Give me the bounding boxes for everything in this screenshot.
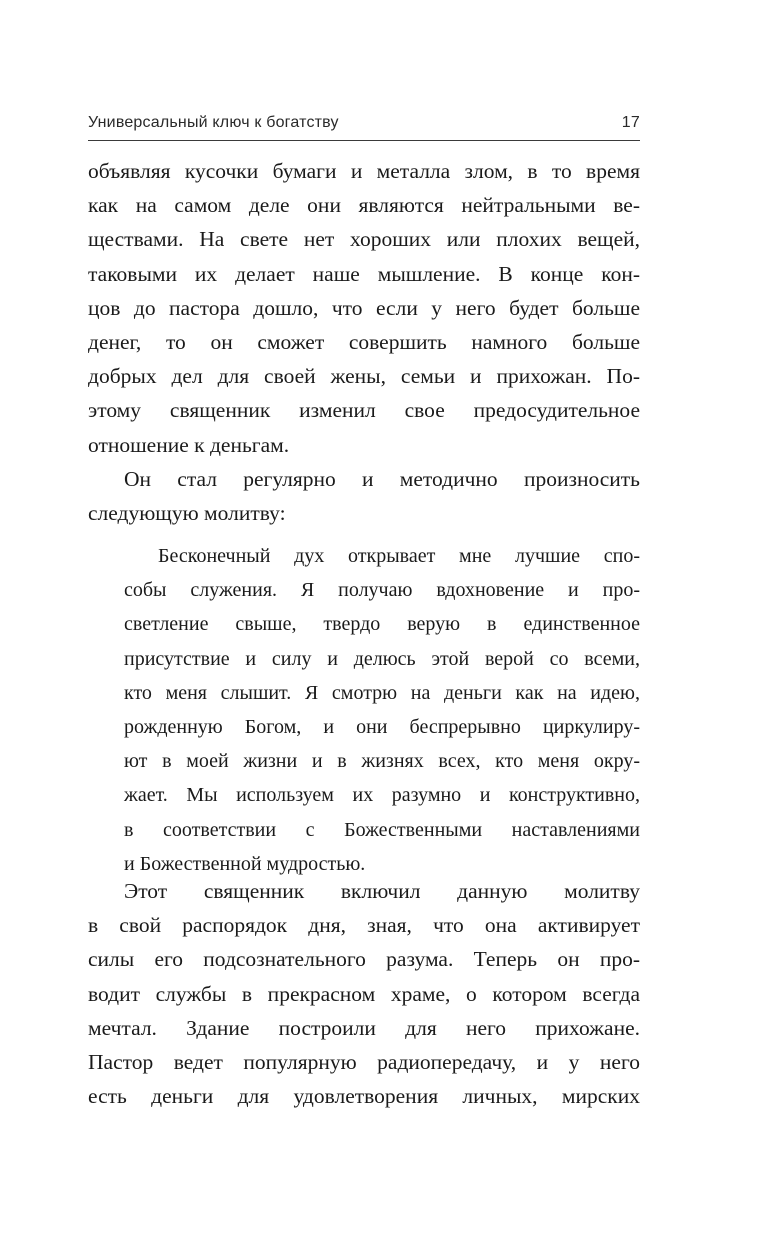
quote-line: рожденную Богом, и они беспрерывно циркулиру- — [124, 715, 640, 738]
book-title: Универсальный ключ к богатству — [88, 114, 339, 131]
text-line: Этот священник включил данную молитву — [124, 879, 640, 903]
quote-line: ют в моей жизни и в жизнях всех, кто меня окру- — [124, 750, 640, 773]
quote-line: светление свыше, твердо верую в единственное — [124, 613, 640, 636]
text-line: следующую молитву: — [88, 500, 286, 525]
text-line: как на самом деле они являются нейтральными ве- — [88, 193, 640, 218]
text-line: Он стал регулярно и методично произносить — [124, 466, 640, 491]
running-header — [88, 110, 640, 138]
text-line: отношение к деньгам. — [88, 432, 290, 457]
paragraph-1 — [88, 154, 640, 462]
text-line: Пастор ведет популярную радиопередачу, и у него — [88, 1049, 640, 1074]
quote-line: кто меня слышит. Я смотрю на деньги как на идею, — [124, 681, 640, 704]
quote-line: жает. Мы используем их разумно и конструктивно, — [124, 784, 640, 807]
quote-line: и Божественной мудростью. — [124, 852, 366, 875]
page-number: 17 — [621, 114, 640, 131]
text-line: силы его подсознательного разума. Теперь он про- — [88, 947, 640, 972]
text-line: цов до пастора дошло, что если у него будет больше — [88, 295, 640, 320]
text-line: этому священник изменил свое предосудительное — [88, 398, 640, 423]
quote-line: Бесконечный дух открывает мне лучшие спо- — [158, 545, 640, 567]
text-line: объявляя кусочки бумаги и металла злом, в то время — [88, 159, 640, 183]
header-rule — [88, 140, 640, 141]
text-line: водит службы в прекрасном храме, о котором всегда — [88, 981, 640, 1006]
quote-line: присутствие и силу и делюсь этой верой со всеми, — [124, 647, 640, 670]
text-line: в свой распорядок дня, зная, что она активирует — [88, 913, 640, 938]
quote-line: в соответствии с Божественными наставлениями — [124, 818, 640, 841]
text-line: таковыми их делает наше мышление. В конце кон- — [88, 261, 640, 286]
quote-line: собы служения. Я получаю вдохновение и про- — [124, 579, 640, 602]
text-line: добрых дел для своей жены, семьи и прихожан. По- — [88, 364, 640, 389]
main-text-block — [88, 154, 640, 530]
paragraph-3 — [88, 874, 640, 1113]
text-line: денег, то он сможет совершить намного больше — [88, 329, 640, 354]
text-line: мечтал. Здание построили для него прихожане. — [88, 1015, 640, 1040]
prayer-quote — [124, 539, 640, 881]
text-line: есть деньги для удовлетворения личных, мирских — [88, 1084, 640, 1109]
paragraph-2 — [88, 462, 640, 530]
text-line: ществами. На свете нет хороших или плохих вещей, — [88, 227, 640, 252]
